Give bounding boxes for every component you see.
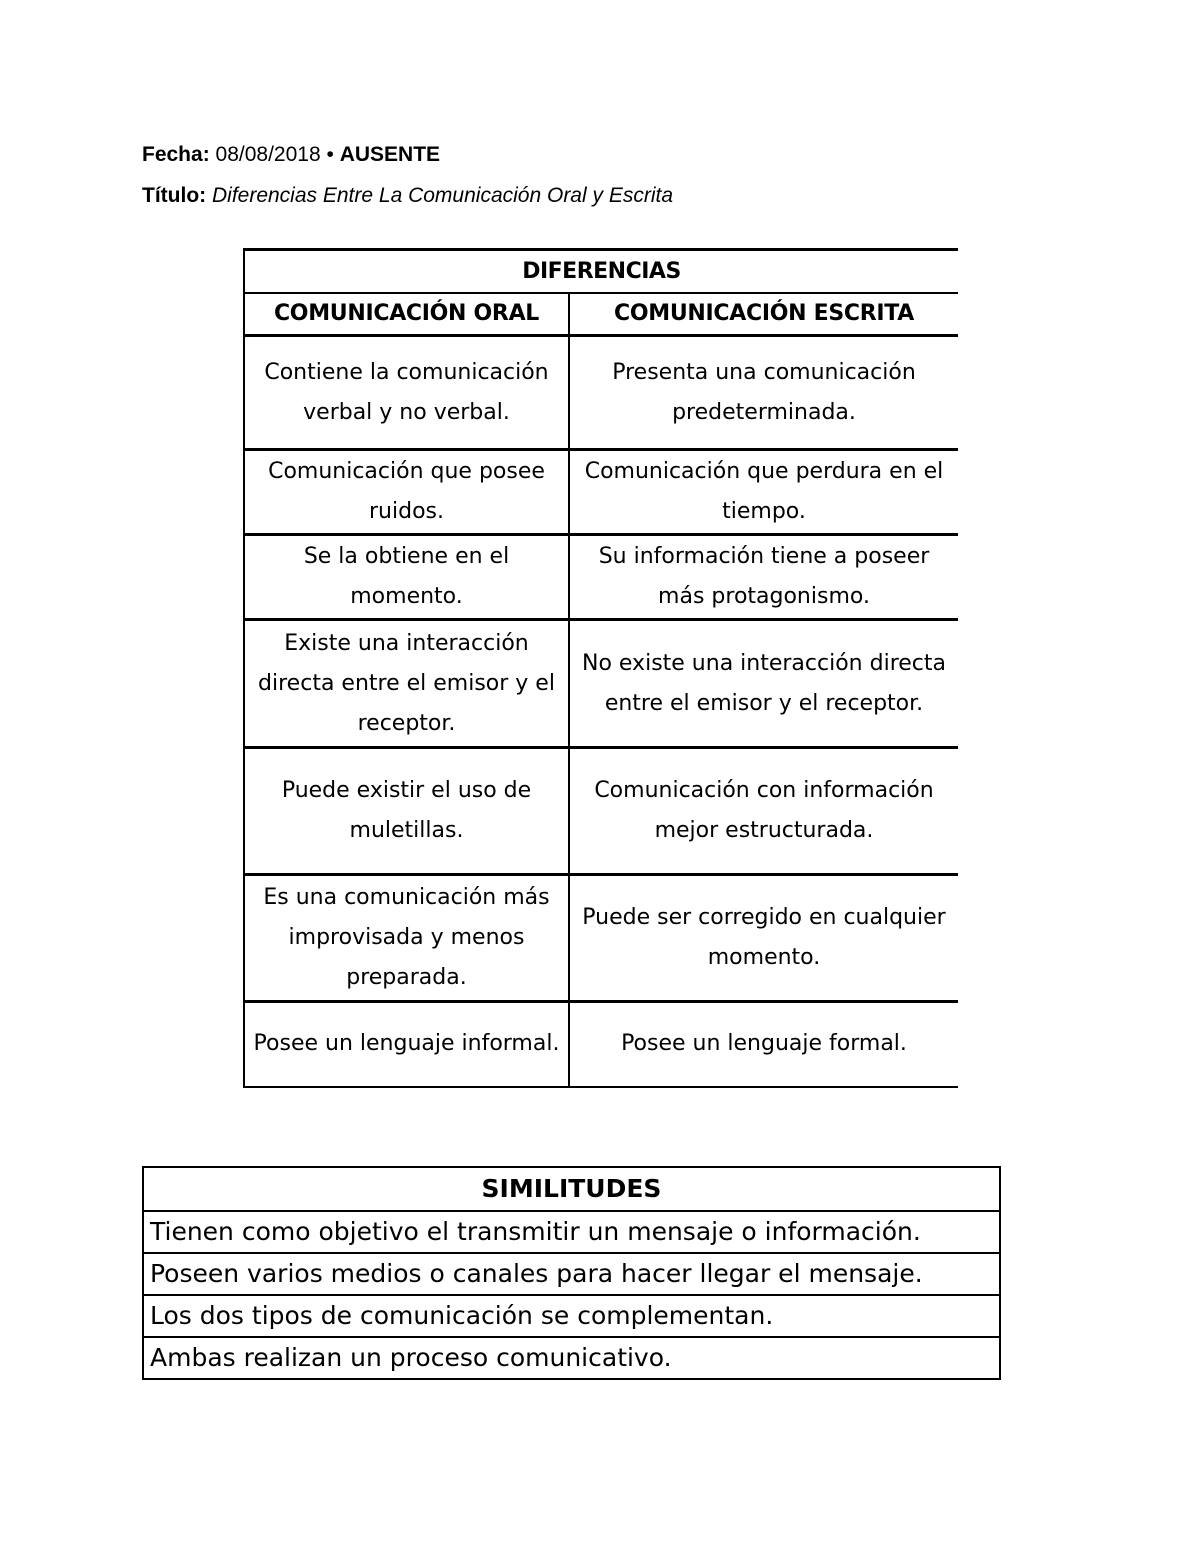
table-row	[244, 535, 958, 620]
date-label: Fecha:	[142, 143, 210, 166]
separator-dot: •	[326, 143, 334, 166]
similarities-table	[142, 1166, 1001, 1380]
oral-cell: Contiene la comunicación verbal y no verbal.	[244, 336, 569, 450]
differences-title: DIFERENCIAS	[244, 250, 958, 294]
list-item	[143, 1253, 1000, 1295]
escrita-cell: No existe una interacción directa entre el emisor y el receptor.	[569, 620, 958, 748]
list-item	[143, 1337, 1000, 1379]
date-value: 08/08/2018	[215, 143, 321, 166]
oral-cell: Es una comunicación más improvisada y menos preparada.	[244, 875, 569, 1002]
oral-cell: Posee un lenguaje informal.	[244, 1002, 569, 1087]
column-header-oral: COMUNICACIÓN ORAL	[244, 293, 569, 336]
date-line	[142, 142, 440, 168]
table-row	[244, 620, 958, 748]
table-row	[244, 748, 958, 875]
escrita-cell: Comunicación que perdura en el tiempo.	[569, 450, 958, 535]
oral-cell: Puede existir el uso de muletillas.	[244, 748, 569, 875]
oral-cell: Comunicación que posee ruidos.	[244, 450, 569, 535]
table-row	[244, 1002, 958, 1087]
similarity-item: Poseen varios medios o canales para hacer llegar el mensaje.	[143, 1253, 1000, 1295]
table-row	[244, 450, 958, 535]
title-value: Diferencias Entre La Comunicación Oral y Escrita	[211, 184, 673, 207]
title-label: Título:	[142, 184, 207, 207]
differences-table	[243, 248, 958, 1088]
table-row	[244, 336, 958, 450]
status-text: AUSENTE	[339, 143, 441, 166]
escrita-cell: Su información tiene a poseer más protagonismo.	[569, 535, 958, 620]
escrita-cell: Comunicación con información mejor estructurada.	[569, 748, 958, 875]
similarity-item: Tienen como objetivo el transmitir un mensaje o información.	[143, 1211, 1000, 1253]
oral-cell: Se la obtiene en el momento.	[244, 535, 569, 620]
similarities-title: SIMILITUDES	[143, 1167, 1000, 1211]
escrita-cell: Presenta una comunicación predeterminada.	[569, 336, 958, 450]
list-item	[143, 1295, 1000, 1337]
list-item	[143, 1211, 1000, 1253]
similarity-item: Los dos tipos de comunicación se complementan.	[143, 1295, 1000, 1337]
table-row	[244, 875, 958, 1002]
column-header-escrita: COMUNICACIÓN ESCRITA	[569, 293, 958, 336]
title-line	[142, 183, 673, 209]
escrita-cell: Puede ser corregido en cualquier momento.	[569, 875, 958, 1002]
oral-cell: Existe una interacción directa entre el emisor y el receptor.	[244, 620, 569, 748]
escrita-cell: Posee un lenguaje formal.	[569, 1002, 958, 1087]
similarity-item: Ambas realizan un proceso comunicativo.	[143, 1337, 1000, 1379]
